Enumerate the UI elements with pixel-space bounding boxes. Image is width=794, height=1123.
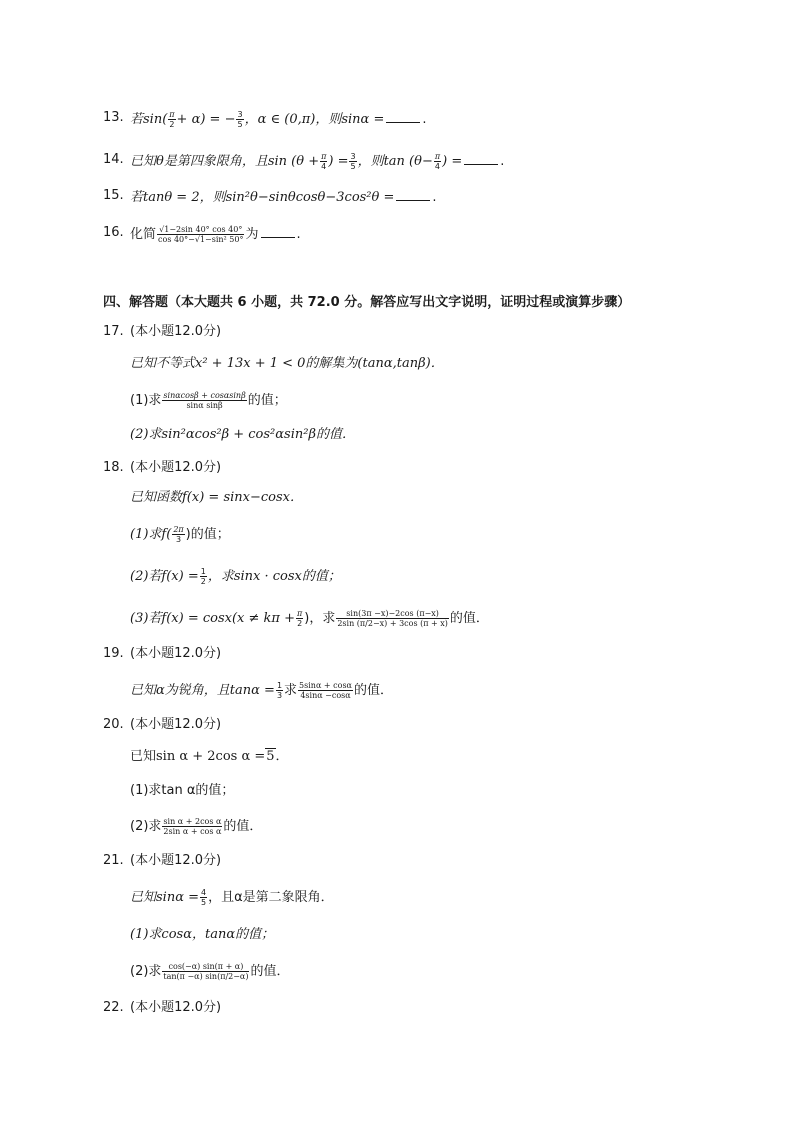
answer-blank[interactable] [464,152,498,165]
fraction: $\frac{\text{sin α + 2cos α}}{\text{2sin α + cos α}}$ [163,817,222,836]
problem-number: 13. [103,110,124,125]
fraction: $\frac{\cos(-\alpha) \sin(\pi + \alpha)}{\tan(\pi -\alpha) \sin(\pi/2-\alpha)}$ [163,962,249,981]
sub-question: (2)求sin²αcos²β + cos²αsin²β的值． [130,427,355,442]
score-label: (本小题12.0分) [130,717,222,732]
fraction: $\frac{1}{2}$ [200,567,206,586]
fraction: $\frac{3}{5}$ [237,110,243,129]
score-label: (本小题12.0分) [130,460,222,475]
problem-number: 22. [103,1000,124,1015]
score-label: (本小题12.0分) [130,324,222,339]
sqrt: 5 [266,749,275,764]
section-title: 四、解答题（本大题共 6 小题，共 72.0 分。解答应写出文字说明，证明过程或演算步骤） [103,295,631,310]
sub-question: (1)求tan α的值； [130,783,235,798]
score-label: (本小题12.0分) [130,646,222,661]
fraction: $\frac{\pi}{4}$ [321,152,327,171]
fraction: $\frac{\pi}{2}$ [169,110,175,129]
problem-number: 16. [103,225,124,240]
problem-number: 21. [103,853,124,868]
problem-stem: 已知不等式x² + 13x + 1 < 0的解集为(tanα,tanβ)． [130,356,444,371]
answer-blank[interactable] [261,225,295,238]
problem-number: 14. [103,152,124,167]
answer-blank[interactable] [396,188,430,201]
fraction: $\frac{√1-2\sin 40^\circ \cos 40^\circ}{\text{cos 40°−√1−sin² 50°}}$ [158,225,244,244]
problem-number: 15. [103,188,124,203]
fraction: $\frac{4}{5}$ [201,888,207,907]
problem-number: 17. [103,324,124,339]
fraction: $\frac{\pi}{2}$ [296,609,303,628]
problem-number: 20. [103,717,124,732]
score-label: (本小题12.0分) [130,853,222,868]
fraction: $\frac{2\pi}{3}$ [173,525,184,544]
fraction: $\frac{\sin\alpha\cos\beta + \cos\alpha\sin\beta}{\text{sinα sinβ}}$ [163,391,246,410]
score-label: (本小题12.0分) [130,1000,222,1015]
problem-stem: 已知函数f(x) = sinx−cosx． [130,490,303,505]
fraction: $\frac{5\sin\alpha + \cos\alpha}{4\sin\alpha -\cos\alpha}$ [299,681,352,700]
sub-question: (1)求cosα，tanα的值； [130,927,275,942]
fraction: $\frac{\sin(3\pi -x)-2\cos (\pi-x)}{2\sin (\pi/2-x) + 3\cos (\pi + x)}$ [337,609,448,628]
fraction: $\frac{3}{5}$ [350,152,356,171]
problem-number: 18. [103,460,124,475]
answer-blank[interactable] [386,110,420,123]
exam-page: 13. 若sin( $\frac{\pi}{2}$ + α) = − $\frac{3}{5}$ ，α ∈ (0,π)，则sinα = . 14. 已知θ是第四象限角，且sin (θ + $\frac{\pi}{4}$ ) = $\frac{3}{5}$ ，则tan (θ− $\frac{\pi}{4}$ ) = . 15. 若tanθ = 2，则sin²θ−sinθcosθ−3cos²θ = . 16. 化简 $\frac{√1-2\sin 40^\circ \cos 40^\circ}{\text{cos 40°−√1−sin² 50°}}$ 为 . 四、解答题（本大题共 6 小题，共 72.0 分。解答应写出文字说明，证明过程或演算步骤） 17. (本小题12.0分) 已知不等式x² + 13x + 1 < 0的解集为(tanα,tanβ)． (1)求 $\frac{\sin\alpha\cos\beta + \cos\alpha\sin\beta}{\text{sinα sinβ}}$ 的值； (2)求sin²αcos²β + cos²αsin²β的值． 18. (本小题12.0分) 已知函数f(x) = sinx−cosx． (1)求f( $\frac{2\pi}{3}$ )的值； (2)若f(x) = $\frac{1}{2}$ ，求sinx · cosx的值； (3)若f(x) = cosx(x ≠ kπ + $\frac{\pi}{2}$ )，求 $\frac{\sin(3\pi -x)-2\cos (\pi-x)}{2\sin (\pi/2-x) + 3\cos (\pi + x)}$ 的值． 19. (本小题12.0分) 已知α为锐角，且tanα = $\frac{1}{3}$ 求 $\frac{5\sin\alpha + \cos\alpha}{4\sin\alpha -\cos\alpha}$ 的值． 20. (本小题12.0分) 已知sin α + 2cos α =5． (1)求tan α的值； (2)求 $\frac{\text{sin α + 2cos α}}{\text{2sin α + cos α}}$ 的值． 21. (本小题12.0分) 已知sinα = $\frac{4}{5}$ ，且α是第二象限角． (1)求cosα，tanα的值； (2)求 $\frac{\cos(-\alpha) \sin(\pi + \alpha)}{\tan(\pi -\alpha) \sin(\pi/2-\alpha)}$ 的值． 22. (本小题12.0分) [103,110,631,1015]
problem-number: 19. [103,646,124,661]
fraction: $\frac{1}{3}$ [276,681,283,700]
fraction: $\frac{\pi}{4}$ [434,152,441,171]
